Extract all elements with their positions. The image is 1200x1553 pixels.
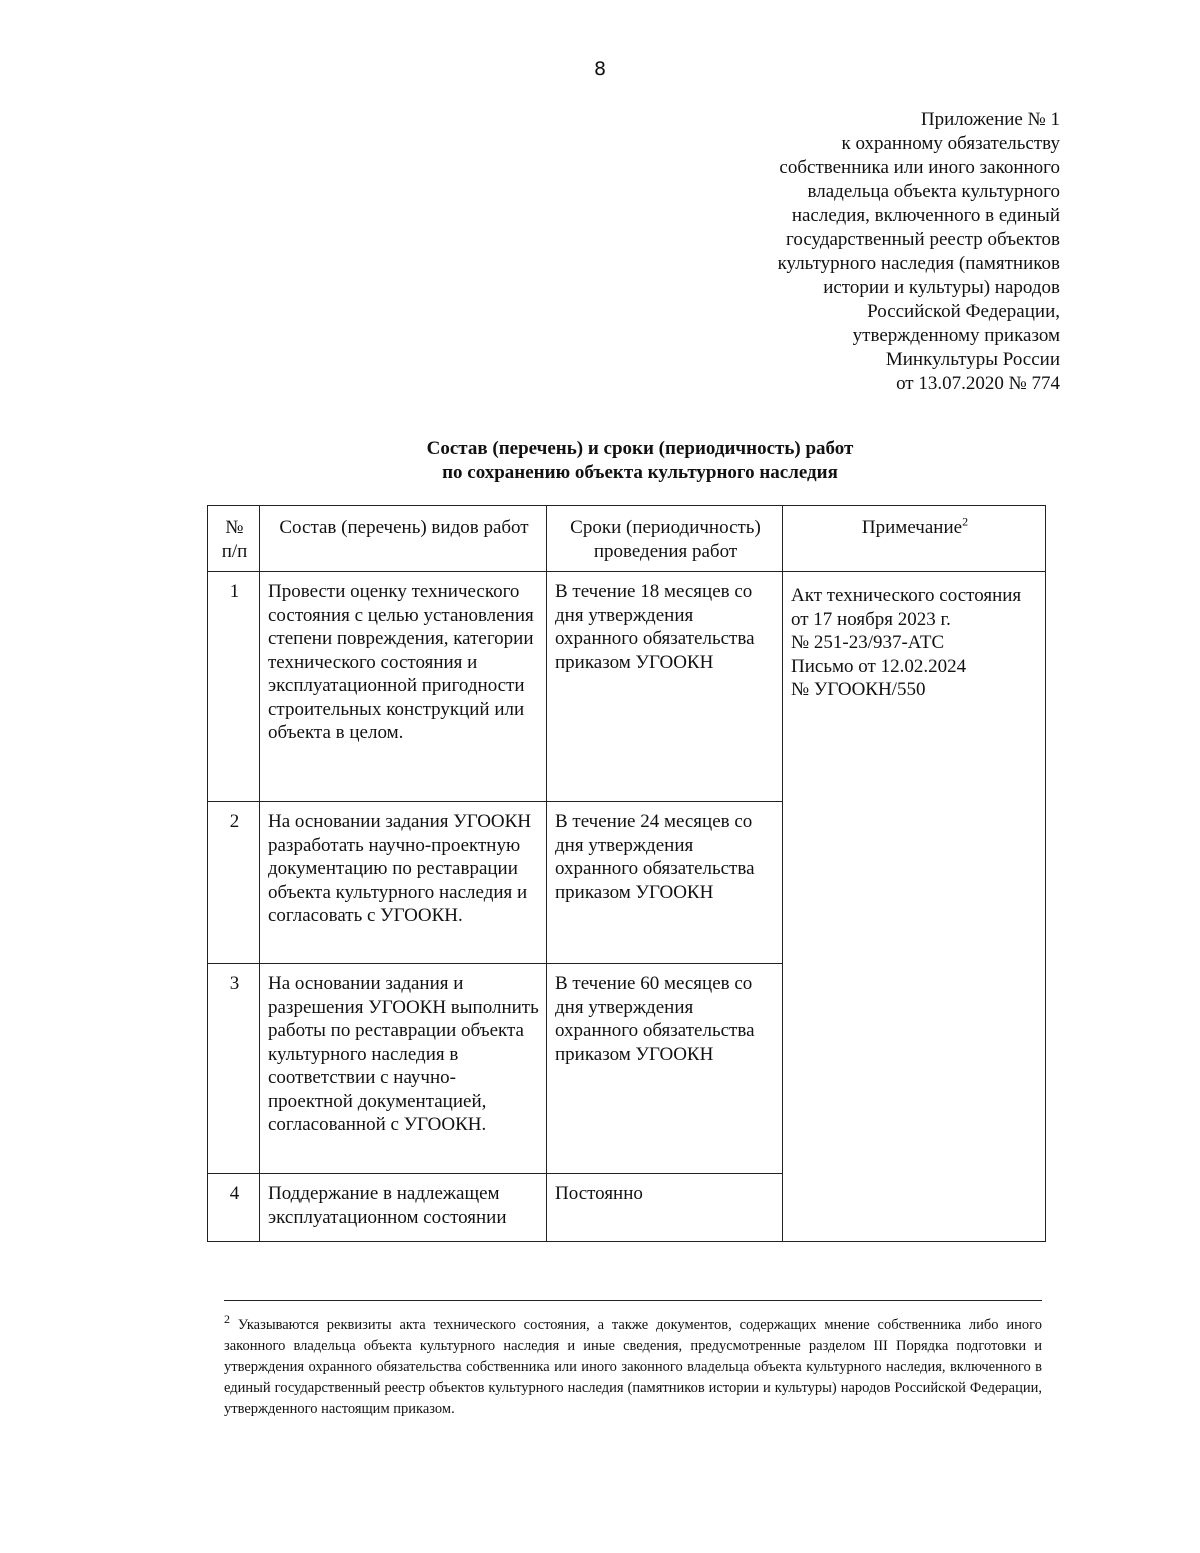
document-title-line-2: по сохранению объекта культурного наследия: [442, 462, 838, 483]
footnote: [224, 1312, 1042, 1420]
appendix-line: культурного наследия (памятников: [777, 253, 1060, 274]
row-works: Провести оценку технического состояния с целью установления степени повреждения, категории технического состояния и эксплуатационной пригодности строительных конструкций или объекта в целом.: [260, 572, 547, 802]
appendix-header: [720, 108, 1060, 396]
appendix-line: собственника или иного законного: [779, 157, 1060, 178]
note-line: № 251-23/937-АТС: [791, 632, 945, 653]
appendix-line: к охранному обязательству: [841, 133, 1060, 154]
row-terms: В течение 18 месяцев со дня утверждения охранного обязательства приказом УГООКН: [547, 572, 783, 802]
row-number: 2: [208, 802, 260, 964]
header-number: № п/п: [208, 506, 260, 572]
appendix-line: от 13.07.2020 № 774: [896, 373, 1060, 394]
note-line: № УГООКН/550: [791, 679, 926, 700]
page-number: 8: [593, 58, 607, 80]
works-table: [207, 505, 1046, 1242]
appendix-line: владельца объекта культурного: [807, 181, 1060, 202]
document-title-line-1: Состав (перечень) и сроки (периодичность) работ: [426, 438, 854, 459]
row-works: Поддержание в надлежащем эксплуатационном состоянии: [260, 1174, 547, 1242]
footnote-divider: [224, 1300, 1042, 1301]
appendix-line: Приложение № 1: [920, 109, 1060, 130]
row-terms: В течение 60 месяцев со дня утверждения охранного обязательства приказом УГООКН: [547, 964, 783, 1174]
table-row: [208, 572, 1046, 802]
appendix-line: государственный реестр объектов: [786, 229, 1060, 250]
document-title: [0, 437, 1200, 485]
header-note: [783, 506, 1046, 572]
header-note-label: Примечание: [861, 517, 963, 538]
header-works: Состав (перечень) видов работ: [260, 506, 547, 572]
appendix-line: наследия, включенного в единый: [791, 205, 1060, 226]
row-terms: Постоянно: [547, 1174, 783, 1242]
row-number: 4: [208, 1174, 260, 1242]
appendix-line: Российской Федерации,: [867, 301, 1060, 322]
appendix-line: истории и культуры) народов: [823, 277, 1060, 298]
appendix-line: Минкультуры России: [885, 349, 1060, 370]
row-number: 3: [208, 964, 260, 1174]
appendix-line: утвержденному приказом: [852, 325, 1060, 346]
note-line: Акт технического состояния: [791, 585, 1022, 606]
header-terms: Сроки (периодичность) проведения работ: [547, 506, 783, 572]
table-header-row: [208, 506, 1046, 572]
footnote-text: Указываются реквизиты акта технического состояния, а также документов, содержащих мнение собственника либо иного законного владельца объекта культурного наследия и иные сведения, предусмотренные разделом III Порядка подготовки и утверждения охранного обязательства собственника или иного законного владельца объекта культурного наследия, включенного в единый государственный реестр объектов культурного наследия (памятников истории и культуры) народов Российской Федерации, утвержденного настоящим приказом.: [224, 1317, 1042, 1417]
note-line: Письмо от 12.02.2024: [791, 655, 967, 677]
row-works: На основании задания УГООКН разработать научно-проектную документацию по реставрации объекта культурного наследия и согласовать с УГООКН.: [260, 802, 547, 964]
row-number: 1: [208, 572, 260, 802]
header-note-footnote-mark: 2: [962, 514, 969, 529]
row-works: На основании задания и разрешения УГООКН выполнить работы по реставрации объекта культурного наследия в соответствии с научно-проектной документацией, согласованной с УГООКН.: [260, 964, 547, 1174]
row-terms: В течение 24 месяцев со дня утверждения охранного обязательства приказом УГООКН: [547, 802, 783, 964]
note-line: от 17 ноября 2023 г.: [791, 608, 951, 630]
note-cell: [783, 572, 1046, 1242]
footnote-marker: 2: [224, 1312, 230, 1327]
